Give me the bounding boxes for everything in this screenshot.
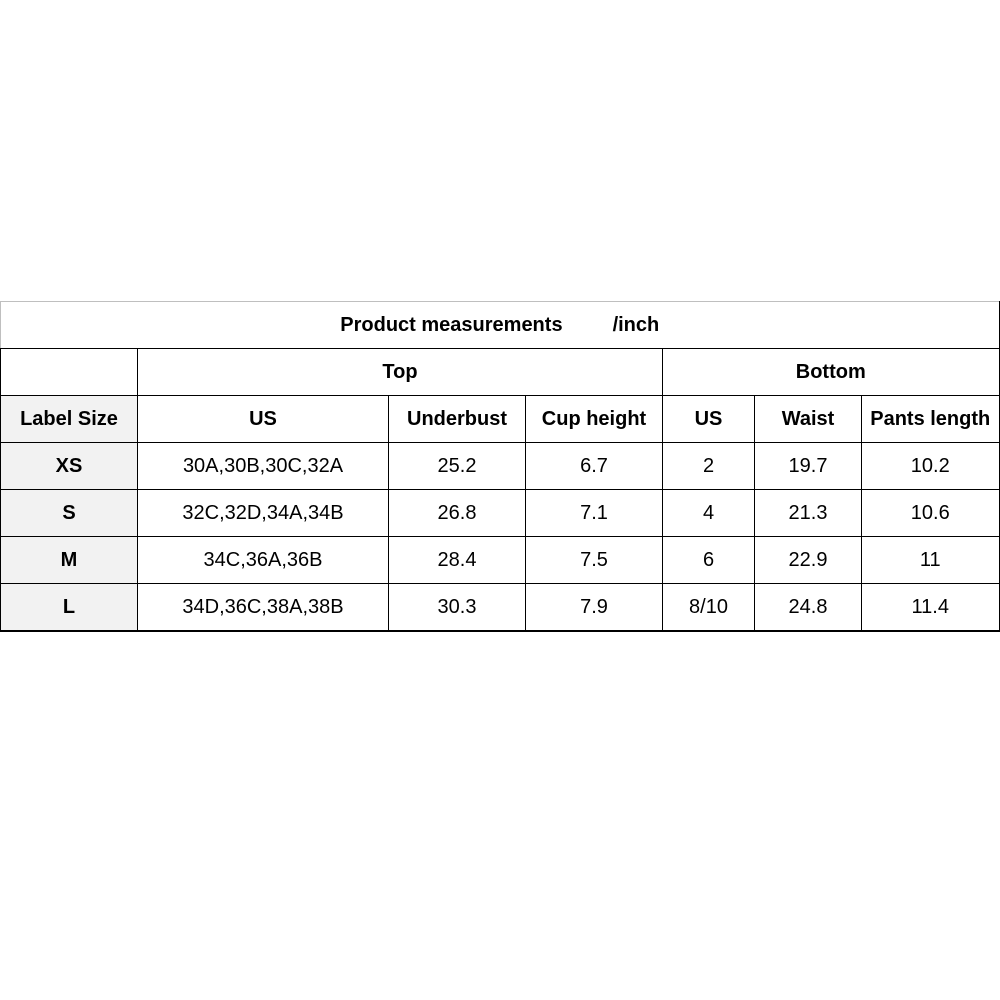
column-header-top-us: US bbox=[138, 396, 389, 443]
cup-height-value: 7.5 bbox=[526, 537, 663, 584]
top-us-size: 34D,36C,38A,38B bbox=[138, 584, 389, 632]
underbust-value: 25.2 bbox=[389, 443, 526, 490]
title-main: Product measurements bbox=[340, 313, 563, 336]
title-unit: /inch bbox=[612, 313, 660, 336]
top-us-size: 32C,32D,34A,34B bbox=[138, 490, 389, 537]
group-header-bottom: Bottom bbox=[663, 349, 1000, 396]
size-chart-table bbox=[0, 301, 1000, 632]
column-header-bottom-us: US bbox=[663, 396, 755, 443]
column-header-row bbox=[1, 396, 1000, 443]
bottom-us-size: 2 bbox=[663, 443, 755, 490]
table-title bbox=[1, 302, 1000, 349]
top-us-size: 30A,30B,30C,32A bbox=[138, 443, 389, 490]
group-header-empty bbox=[1, 349, 138, 396]
column-header-underbust: Underbust bbox=[389, 396, 526, 443]
size-label: XS bbox=[1, 443, 138, 490]
cup-height-value: 7.9 bbox=[526, 584, 663, 632]
bottom-us-size: 4 bbox=[663, 490, 755, 537]
column-header-waist: Waist bbox=[755, 396, 862, 443]
size-label: M bbox=[1, 537, 138, 584]
top-us-size: 34C,36A,36B bbox=[138, 537, 389, 584]
pants-length-value: 11.4 bbox=[862, 584, 1000, 632]
table-row bbox=[1, 443, 1000, 490]
table-row bbox=[1, 537, 1000, 584]
pants-length-value: 10.6 bbox=[862, 490, 1000, 537]
waist-value: 19.7 bbox=[755, 443, 862, 490]
waist-value: 24.8 bbox=[755, 584, 862, 632]
group-header-row bbox=[1, 349, 1000, 396]
bottom-us-size: 6 bbox=[663, 537, 755, 584]
title-row bbox=[1, 302, 1000, 349]
column-header-pants-length: Pants length bbox=[862, 396, 1000, 443]
cup-height-value: 7.1 bbox=[526, 490, 663, 537]
underbust-value: 30.3 bbox=[389, 584, 526, 632]
group-header-top: Top bbox=[138, 349, 663, 396]
pants-length-value: 10.2 bbox=[862, 443, 1000, 490]
underbust-value: 26.8 bbox=[389, 490, 526, 537]
cup-height-value: 6.7 bbox=[526, 443, 663, 490]
waist-value: 22.9 bbox=[755, 537, 862, 584]
column-header-cup-height: Cup height bbox=[526, 396, 663, 443]
pants-length-value: 11 bbox=[862, 537, 1000, 584]
size-label: S bbox=[1, 490, 138, 537]
bottom-us-size: 8/10 bbox=[663, 584, 755, 632]
size-label: L bbox=[1, 584, 138, 632]
table-row bbox=[1, 490, 1000, 537]
column-header-label-size: Label Size bbox=[1, 396, 138, 443]
underbust-value: 28.4 bbox=[389, 537, 526, 584]
table-row bbox=[1, 584, 1000, 632]
waist-value: 21.3 bbox=[755, 490, 862, 537]
